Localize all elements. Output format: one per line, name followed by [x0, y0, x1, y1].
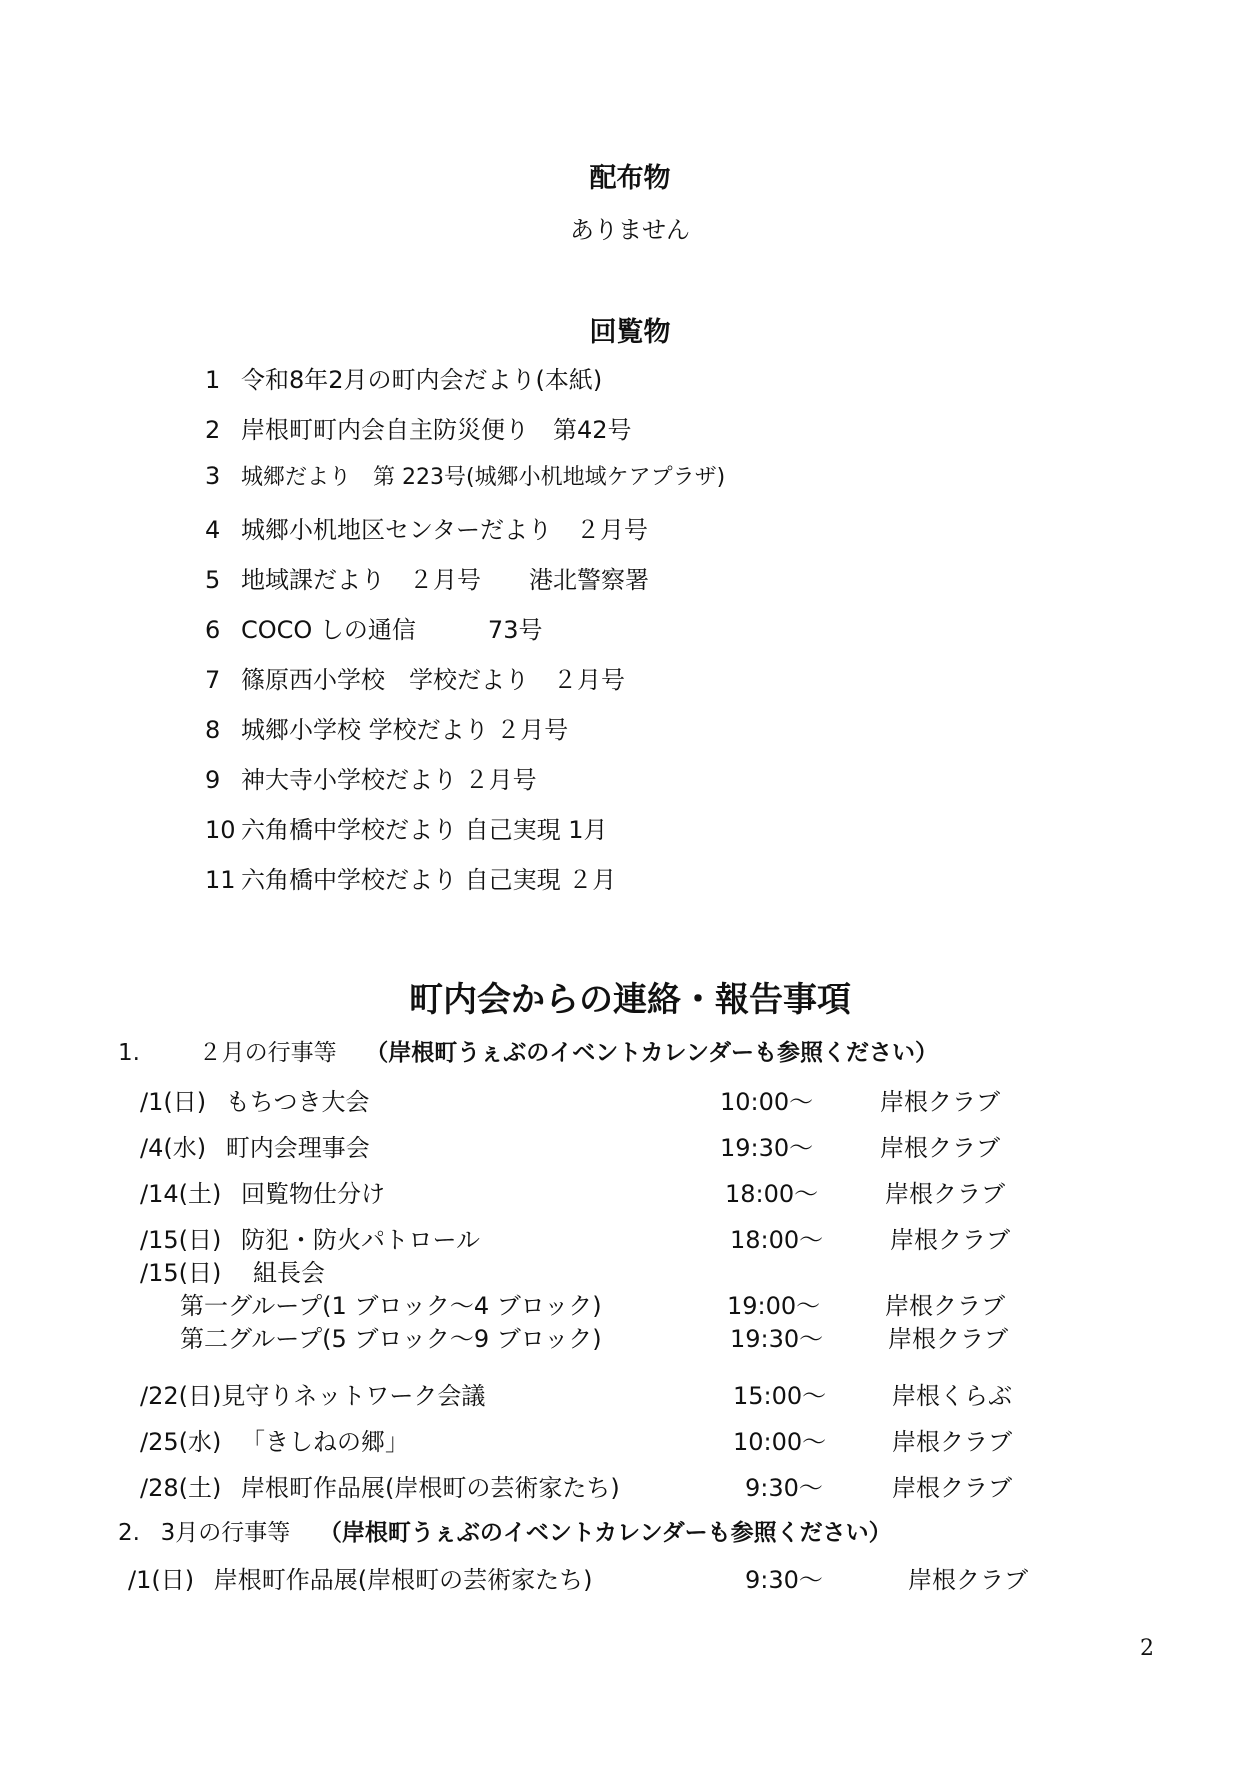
- item-number: 9: [205, 766, 221, 794]
- event-row: [140, 1128, 370, 1163]
- item-text: 神大寺小学校だより ２月号: [241, 766, 537, 794]
- event-row: [140, 1220, 480, 1255]
- item-number: 5: [205, 566, 221, 594]
- event-place: 岸根クラブ: [880, 1088, 1000, 1116]
- circulation-heading: 回覧物: [589, 317, 671, 348]
- event-place: 岸根クラブ: [890, 1226, 1010, 1254]
- list-item: [205, 760, 537, 795]
- item-number: 3: [205, 462, 221, 490]
- list-item: [205, 610, 542, 645]
- event-time: 10:00～: [733, 1428, 827, 1456]
- item-number: 4: [205, 516, 221, 544]
- event-name: 組長会: [253, 1259, 325, 1287]
- list-item: [205, 460, 725, 491]
- item-text: 六角橋中学校だより 自己実現 ２月: [241, 866, 617, 894]
- section-title-text: 3月の行事等: [160, 1520, 291, 1546]
- event-name: もちつき大会: [225, 1088, 370, 1116]
- notices-heading: 町内会からの連絡・報告事項: [409, 980, 851, 1020]
- event-name: 町内会理事会: [225, 1134, 370, 1162]
- event-name: 回覧物仕分け: [241, 1180, 385, 1208]
- section-number: 2.: [118, 1520, 140, 1546]
- event-time: 15:00～: [733, 1382, 827, 1410]
- event-place: 岸根クラブ: [880, 1134, 1000, 1162]
- event-name: 見守りネットワーク会議: [221, 1382, 486, 1410]
- event-place: 岸根クラブ: [885, 1292, 1005, 1320]
- event-date: /4(水): [140, 1134, 207, 1162]
- item-text: 岸根町町内会自主防災便り 第42号: [241, 416, 632, 444]
- event-date: /15(日): [140, 1259, 222, 1287]
- list-item: [205, 410, 632, 445]
- distribution-text: ありません: [570, 216, 690, 244]
- section-2-title: [118, 1514, 892, 1547]
- list-item: [205, 360, 602, 395]
- event-place: 岸根クラブ: [892, 1474, 1012, 1502]
- item-text: COCO しの通信 73号: [241, 616, 543, 644]
- event-time: 19:30～: [730, 1325, 824, 1353]
- item-number: 6: [205, 616, 221, 644]
- event-date: /1(日): [140, 1088, 207, 1116]
- item-number: 11: [205, 866, 236, 894]
- item-text: 篠原西小学校 学校だより ２月号: [241, 666, 625, 694]
- item-text: 六角橋中学校だより 自己実現 1月: [241, 816, 608, 844]
- list-item: [205, 660, 625, 695]
- event-name: 防犯・防火パトロール: [241, 1226, 481, 1254]
- event-row: [140, 1468, 620, 1503]
- item-number: 8: [205, 716, 221, 744]
- event-place: 岸根クラブ: [892, 1428, 1012, 1456]
- event-name: 第一グループ(1 ブロック～4 ブロック): [180, 1292, 602, 1320]
- event-time: 9:30～: [745, 1474, 823, 1502]
- section-note: （岸根町うぇぶのイベントカレンダーも参照ください）: [318, 1520, 892, 1546]
- event-row: [140, 1082, 370, 1117]
- event-date: /14(土): [140, 1180, 222, 1208]
- event-place: 岸根クラブ: [908, 1566, 1028, 1594]
- event-time: 18:00～: [725, 1180, 819, 1208]
- event-row: [140, 1376, 485, 1411]
- event-time: 19:30～: [720, 1134, 814, 1162]
- event-row: [180, 1286, 602, 1321]
- event-place: 岸根クラブ: [888, 1325, 1008, 1353]
- event-name: 岸根町作品展(岸根町の芸術家たち): [241, 1474, 620, 1502]
- event-name: 第二グループ(5 ブロック～9 ブロック): [180, 1325, 602, 1353]
- event-row: [128, 1560, 592, 1595]
- event-place: 岸根クラブ: [885, 1180, 1005, 1208]
- event-date: /15(日): [140, 1226, 222, 1254]
- event-time: 18:00～: [730, 1226, 824, 1254]
- list-item: [205, 510, 648, 545]
- section-title-text: ２月の行事等: [198, 1040, 337, 1066]
- list-item: [205, 710, 568, 745]
- item-text: 地域課だより ２月号 港北警察署: [241, 566, 649, 594]
- event-time: 10:00～: [720, 1088, 814, 1116]
- item-number: 2: [205, 416, 221, 444]
- event-time: 9:30～: [745, 1566, 823, 1594]
- item-number: 7: [205, 666, 221, 694]
- item-text: 城郷小学校 学校だより ２月号: [241, 716, 569, 744]
- event-time: 19:00～: [727, 1292, 821, 1320]
- event-date: /28(土): [140, 1474, 222, 1502]
- list-item: [205, 860, 616, 895]
- event-row: [180, 1319, 602, 1354]
- event-place: 岸根くらぶ: [892, 1382, 1012, 1410]
- item-number: 10: [205, 816, 236, 844]
- event-name: 岸根町作品展(岸根町の芸術家たち): [213, 1566, 593, 1594]
- item-text: 城郷小机地区センターだより ２月号: [241, 516, 649, 544]
- list-item: [205, 810, 608, 845]
- event-row: [140, 1253, 325, 1288]
- event-date: /25(水): [140, 1428, 222, 1456]
- item-number: 1: [205, 366, 221, 394]
- event-name: 「きしねの郷」: [241, 1428, 409, 1456]
- event-date: /1(日): [128, 1566, 195, 1594]
- section-1-title: [118, 1034, 938, 1067]
- section-note: （岸根町うぇぶのイベントカレンダーも参照ください）: [365, 1040, 939, 1066]
- distribution-heading: 配布物: [589, 163, 671, 194]
- event-date: /22(日): [140, 1382, 222, 1410]
- section-number: 1.: [118, 1040, 140, 1066]
- list-item: [205, 560, 649, 595]
- item-text: 城郷だより 第 223号(城郷小机地域ケアプラザ): [241, 465, 726, 490]
- event-row: [140, 1422, 409, 1457]
- event-row: [140, 1174, 385, 1209]
- page-number: 2: [1140, 1636, 1154, 1661]
- item-text: 令和8年2月の町内会だより(本紙): [241, 366, 603, 394]
